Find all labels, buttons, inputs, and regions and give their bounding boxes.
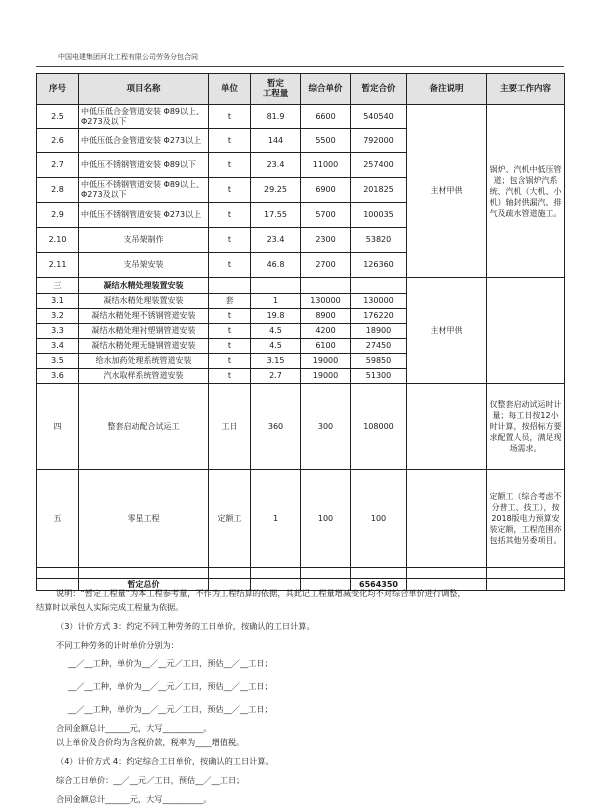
group1-remark: 主材甲供 <box>407 105 487 278</box>
cell-unit: t <box>209 105 251 129</box>
method-4: （4）计价方式 4：约定综合工日单价，按确认的工日计算。 <box>56 756 274 766</box>
cell-unit: t <box>209 339 251 354</box>
unit-price-intro: 不同工种劳务的计时单价分别为： <box>56 640 179 650</box>
col-content: 主要工作内容 <box>487 74 565 105</box>
cell-seq: 2.6 <box>37 129 79 153</box>
cell-price: 19000 <box>301 369 351 384</box>
cell-seq: 2.9 <box>37 203 79 228</box>
quantity-price-table <box>36 73 565 591</box>
tax-line: 以上单价及合价均为含税价款，税率为____增值税。 <box>56 737 245 747</box>
cell-price: 6600 <box>301 105 351 129</box>
contract-total: 合同金额总计______元，大写__________。 <box>56 723 212 733</box>
col-unit: 单位 <box>209 74 251 105</box>
cell-total: 108000 <box>351 384 407 470</box>
cell-total: 792000 <box>351 129 407 153</box>
total-value: 6564350 <box>351 579 407 591</box>
cell-name: 中低压低合金管道安装 Φ89以上、 Φ273及以下 <box>79 105 209 129</box>
cell-name: 凝结水精处理衬塑钢管道安装 <box>79 324 209 339</box>
cell-seq: 3.4 <box>37 339 79 354</box>
cell-unit: t <box>209 253 251 278</box>
cell-name: 凝结水精处理不锈钢管道安装 <box>79 309 209 324</box>
worker-line-1: __／__工种，单价为__／__元／工日，预估__／__工日； <box>68 658 273 668</box>
cell-price: 8900 <box>301 309 351 324</box>
cell-name: 中低压低合金管道安装 Φ273以上 <box>79 129 209 153</box>
cell-total: 59850 <box>351 354 407 369</box>
cell-unit: t <box>209 309 251 324</box>
cell-price: 19000 <box>301 354 351 369</box>
cell-qty: 144 <box>251 129 301 153</box>
cell-qty: 19.8 <box>251 309 301 324</box>
col-total: 暂定合价 <box>351 74 407 105</box>
cell-unit: t <box>209 178 251 203</box>
header-rule <box>36 66 564 67</box>
cell-qty: 23.4 <box>251 228 301 253</box>
table-row <box>37 470 565 568</box>
method-3: （3）计价方式 3：约定不同工种劳务的工日单价，按确认的工日计算。 <box>56 621 315 631</box>
cell-qty: 3.15 <box>251 354 301 369</box>
cell-total: 53820 <box>351 228 407 253</box>
cell-total: 201825 <box>351 178 407 203</box>
col-seq: 序号 <box>37 74 79 105</box>
group3-remark: 主材甲供 <box>407 278 487 384</box>
cell-seq: 2.10 <box>37 228 79 253</box>
cell-total: 257400 <box>351 153 407 178</box>
cell-unit: t <box>209 129 251 153</box>
cell-seq: 3.2 <box>37 309 79 324</box>
col-name: 项目名称 <box>79 74 209 105</box>
cell-total: 27450 <box>351 339 407 354</box>
cell-name: 支吊架安装 <box>79 253 209 278</box>
cell-total: 540540 <box>351 105 407 129</box>
cell-price: 100 <box>301 470 351 568</box>
cell-qty: 4.5 <box>251 339 301 354</box>
cell-price: 2700 <box>301 253 351 278</box>
cell-price: 5700 <box>301 203 351 228</box>
cell-price: 2300 <box>301 228 351 253</box>
cell-content: 定额工（综合考虑不分普工、技工），按2018版电力预算安装定额，工程范围亦包括其他另委项目。 <box>487 470 565 568</box>
cell-total: 51300 <box>351 369 407 384</box>
table-row <box>37 384 565 470</box>
cell-name: 汽水取样系统管道安装 <box>79 369 209 384</box>
cell-seq: 3.5 <box>37 354 79 369</box>
col-remark: 备注说明 <box>407 74 487 105</box>
cell-unit: t <box>209 203 251 228</box>
cell-price: 130000 <box>301 294 351 309</box>
section-row <box>37 278 565 294</box>
cell-unit: 套 <box>209 294 251 309</box>
cell-seq: 2.11 <box>37 253 79 278</box>
blank-row <box>37 568 565 579</box>
cell-qty: 2.7 <box>251 369 301 384</box>
col-price: 综合单价 <box>301 74 351 105</box>
cell-total: 100035 <box>351 203 407 228</box>
cell-name: 凝结水精处理无缝钢管道安装 <box>79 339 209 354</box>
cell-qty: 23.4 <box>251 153 301 178</box>
cell-total: 176220 <box>351 309 407 324</box>
cell-qty: 1 <box>251 470 301 568</box>
cell-unit: t <box>209 354 251 369</box>
cell-name: 支吊架制作 <box>79 228 209 253</box>
cell-content: 仅整套启动试运时计量；每工日按12小时计算，按招标方要求配置人员，满足现场需求。 <box>487 384 565 470</box>
group1-content: 锅炉、汽机中低压管道；包含锅炉汽系统、汽机（大机、小机）轴封供漏汽、排气及疏水管道施工。 <box>487 105 565 278</box>
worker-line-2: __／__工种，单价为__／__元／工日，预估__／__工日； <box>68 681 273 691</box>
cell-total: 18900 <box>351 324 407 339</box>
cell-seq: 3.1 <box>37 294 79 309</box>
cell-name: 整套启动配合试运工 <box>79 384 209 470</box>
cell-price: 4200 <box>301 324 351 339</box>
cell-unit: 工日 <box>209 384 251 470</box>
cell-price: 6900 <box>301 178 351 203</box>
cell-total: 126360 <box>351 253 407 278</box>
section-seq: 三 <box>37 278 79 294</box>
col-qty: 暂定 工程量 <box>251 74 301 105</box>
total-label: 暂定总价 <box>79 579 209 591</box>
cell-seq: 3.3 <box>37 324 79 339</box>
cell-seq: 2.7 <box>37 153 79 178</box>
section-title: 凝结水精处理装置安装 <box>79 278 209 294</box>
note-line-2: 结算时以承包人实际完成工程量为依据。 <box>36 602 184 612</box>
cell-price: 5500 <box>301 129 351 153</box>
cell-price: 6100 <box>301 339 351 354</box>
cell-name: 中低压不锈钢管道安装 Φ273以上 <box>79 203 209 228</box>
cell-unit: 定额工 <box>209 470 251 568</box>
cell-qty: 360 <box>251 384 301 470</box>
cell-seq: 四 <box>37 384 79 470</box>
cell-total: 130000 <box>351 294 407 309</box>
cell-qty: 46.8 <box>251 253 301 278</box>
worker-line-3: __／__工种，单价为__／__元／工日，预估__／__工日； <box>68 704 273 714</box>
cell-price: 11000 <box>301 153 351 178</box>
cell-total: 100 <box>351 470 407 568</box>
contract-total-2: 合同金额总计______元，大写__________。 <box>56 794 212 804</box>
cell-unit: t <box>209 228 251 253</box>
cell-qty: 29.25 <box>251 178 301 203</box>
cell-seq: 3.6 <box>37 369 79 384</box>
footer-text <box>36 586 564 806</box>
cell-name: 给水加药处理系统管道安装 <box>79 354 209 369</box>
cell-unit: t <box>209 324 251 339</box>
cell-name: 零星工程 <box>79 470 209 568</box>
cell-name: 凝结水精处理装置安装 <box>79 294 209 309</box>
cell-name: 中低压不锈钢管道安装 Φ89以上、 Φ273及以下 <box>79 178 209 203</box>
table-row <box>37 105 565 129</box>
table-header-row <box>37 74 565 105</box>
document-header: 中国电建集团河北工程有限公司劳务分包合同 <box>58 53 198 61</box>
cell-seq: 2.8 <box>37 178 79 203</box>
cell-price: 300 <box>301 384 351 470</box>
cell-qty: 17.55 <box>251 203 301 228</box>
note-line-1: 说明：“暂定工程量”为本工程参考量，不作为工程结算的依据，其此记工程量增减变化均不对综合单价进行调整， <box>56 588 466 598</box>
cell-unit: t <box>209 153 251 178</box>
cell-name: 中低压不锈钢管道安装 Φ89以下 <box>79 153 209 178</box>
cell-unit: t <box>209 369 251 384</box>
cell-seq: 五 <box>37 470 79 568</box>
cell-qty: 4.5 <box>251 324 301 339</box>
cell-qty: 1 <box>251 294 301 309</box>
cell-seq: 2.5 <box>37 105 79 129</box>
composite-line: 综合工日单价：__／__元／工日，预估__／__工日； <box>56 775 245 785</box>
cell-qty: 81.9 <box>251 105 301 129</box>
